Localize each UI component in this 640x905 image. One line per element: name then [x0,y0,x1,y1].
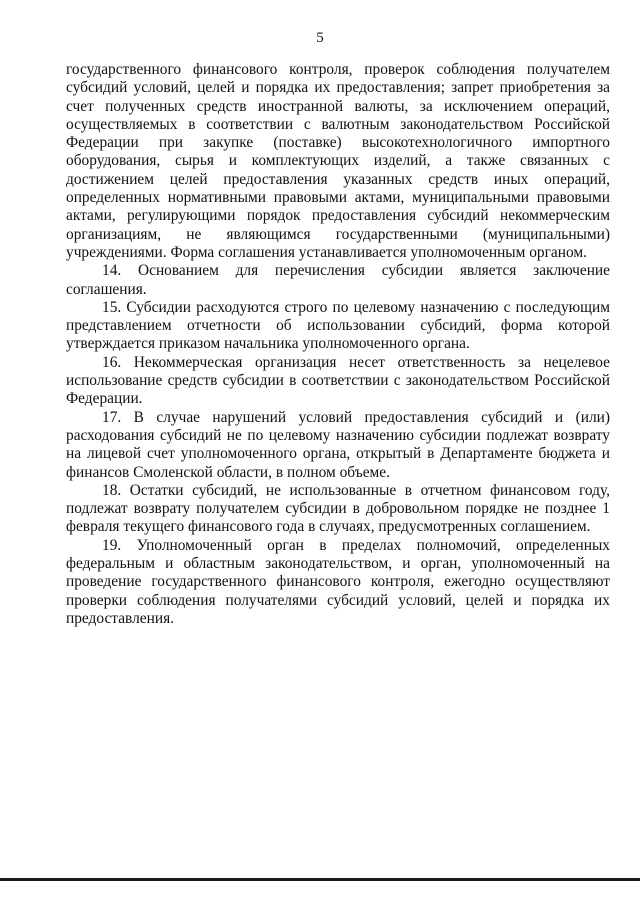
paragraph-19: 19. Уполномоченный орган в пределах полномочий, определенных федеральным и областным законодательством, и орган, уполномоченный на проведение государственного финансового контроля, ежегодно осуществляют проверки соблюдения получателями субсидий условий, целей и порядка их предоставления. [66,536,610,627]
paragraph-continuation: государственного финансового контроля, проверок соблюдения получателем субсидий условий, целей и порядка их предоставления; запрет приобретения за счет полученных средств иностранной валюты, за исключением операций, осуществляемых в соответствии с валютным законодательством Российской Федерации при закупке (поставке) высокотехнологичного импортного оборудования, сырья и комплектующих изделий, а также связанных с достижением целей предоставления указанных средств иных операций, определенных нормативными правовыми актами, муниципальными правовыми актами, регулирующими порядок предоставления субсидий некоммерческим организациям, не являющимся государственными (муниципальными) учреждениями. Форма соглашения устанавливается уполномоченным органом. [66,61,610,261]
paragraph-15: 15. Субсидии расходуются строго по целевому назначению с последующим представлением отчетности об использовании субсидий, форма которой утверждается приказом начальника уполномоченного органа. [66,298,610,353]
scan-bottom-edge [0,878,640,881]
paragraph-17: 17. В случае нарушений условий предоставления субсидий и (или) расходования субсидий не по целевому назначению субсидии подлежат возврату на лицевой счет уполномоченного органа, открытый в Департаменте бюджета и финансов Смоленской области, в полном объеме. [66,408,610,481]
paragraph-18: 18. Остатки субсидий, не использованные в отчетном финансовом году, подлежат возврату получателем субсидии в добровольном порядке не позднее 1 февраля текущего финансового года в случаях, предусмотренных соглашением. [66,481,610,536]
paragraph-14: 14. Основанием для перечисления субсидии является заключение соглашения. [66,262,610,298]
document-body [66,61,610,628]
paragraph-16: 16. Некоммерческая организация несет ответственность за нецелевое использование средств субсидии в соответствии с законодательством Российской Федерации. [66,353,610,408]
page-number: 5 [316,30,324,46]
